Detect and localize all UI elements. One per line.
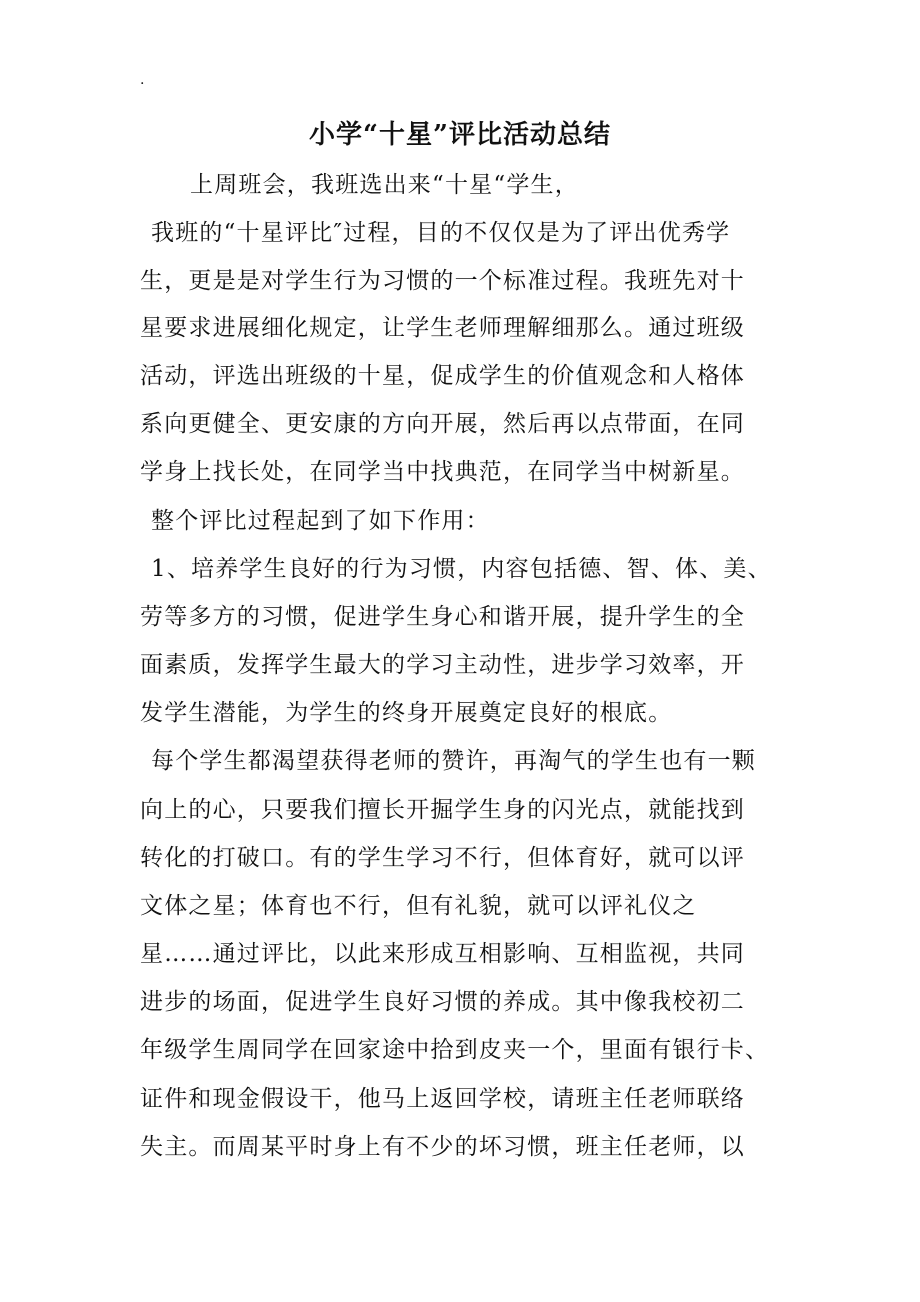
paragraph-line-13: 每个学生都渴望获得老师的赞许，再淘气的学生也有一颗: [151, 748, 756, 774]
paragraph-line-19: 年级学生周同学在回家途中拾到皮夹一个，里面有银行卡、: [140, 1037, 770, 1063]
paragraph-line-20: 证件和现金假设干，他马上返回学校，请班主任老师联络: [140, 1086, 745, 1112]
paragraph-line-1: 上周班会，我班选出来“十星“学生，: [190, 172, 579, 198]
paragraph-line-15: 转化的打破口。有的学生学习不行，但体育好，就可以评: [140, 845, 745, 871]
paragraph-line-16: 文体之星；体育也不行，但有礼貌，就可以评礼仪之: [140, 893, 697, 919]
paragraph-line-4: 星要求进展细化规定，让学生老师理解细那么。通过班级: [140, 315, 745, 341]
paragraph-line-6: 系向更健全、更安康的方向开展，然后再以点带面，在同: [140, 411, 745, 437]
paragraph-line-12: 发学生潜能，为学生的终身开展奠定良好的根底。: [140, 700, 673, 726]
page-mark: .: [140, 72, 145, 88]
paragraph-line-21: 失主。而周某平时身上有不少的坏习惯，班主任老师，以: [140, 1134, 745, 1160]
paragraph-line-8: 整个评比过程起到了如下作用：: [151, 508, 490, 534]
paragraph-line-10: 劳等多方的习惯，促进学生身心和谐开展，提升学生的全: [140, 604, 745, 630]
paragraph-line-2: 我班的“十星评比″过程，目的不仅仅是为了评出优秀学: [151, 220, 731, 246]
paragraph-line-9: 1、培养学生良好的行为习惯，内容包括德、智、体、美、: [151, 556, 772, 582]
paragraph-line-11: 面素质，发挥学生最大的学习主动性，进步学习效率，开: [140, 652, 745, 678]
paragraph-line-14: 向上的心，只要我们擅长开掘学生身的闪光点，就能找到: [140, 797, 745, 823]
paragraph-line-3: 生，更是是对学生行为习惯的一个标准过程。我班先对十: [140, 268, 745, 294]
document-title: 小学“十星”评比活动总结: [309, 120, 611, 150]
paragraph-line-18: 进步的场面，促进学生良好习惯的养成。其中像我校初二: [140, 989, 745, 1015]
paragraph-line-5: 活动，评选出班级的十星，促成学生的价值观念和人格体: [140, 363, 745, 389]
paragraph-line-17: 星……通过评比，以此来形成互相影响、互相监视，共同: [140, 941, 745, 967]
paragraph-line-7: 学身上找长处，在同学当中找典范，在同学当中树新星。: [140, 459, 745, 485]
